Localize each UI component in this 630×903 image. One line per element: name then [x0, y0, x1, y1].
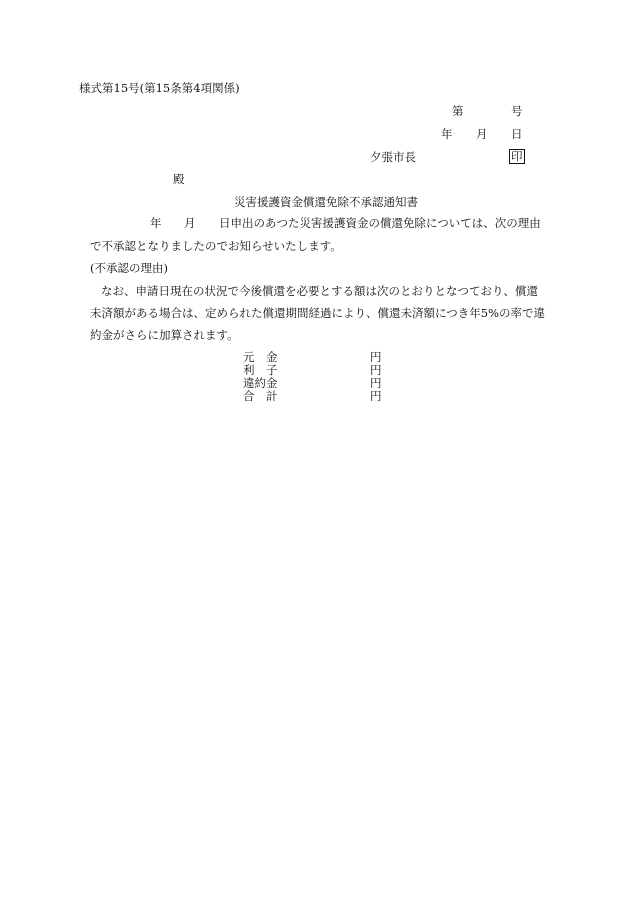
reason-line-1: なお、申請日現在の状況で今後償還を必要とする額は次のとおりとなつており、償還 [101, 284, 538, 298]
addressee-suffix: 殿 [173, 172, 185, 186]
amount-unit-interest: 円 [370, 363, 382, 377]
number-dai: 第 [452, 104, 464, 118]
amount-label-total: 合 計 [243, 389, 278, 403]
form-label: 様式第15号(第15条第4項関係) [79, 81, 240, 95]
reason-line-2: 未済額がある場合は、定められた償還期間経過により、償還未済額につき年5%の率で違 [90, 306, 546, 320]
seal-icon [509, 149, 525, 164]
amount-unit-total: 円 [370, 389, 382, 403]
date-year: 年 [441, 127, 453, 141]
amount-unit-principal: 円 [370, 350, 382, 364]
number-go: 号 [511, 104, 523, 118]
amount-label-penalty: 違約金 [243, 376, 278, 390]
intro-line2: で不承認となりましたのでお知らせいたします。 [90, 239, 342, 253]
seal-mark: 印 [511, 149, 523, 163]
intro-line1: 日申出のあつた災害援護資金の償還免除については、次の理由 [219, 216, 541, 230]
reason-line-3: 約金がさらに加算されます。 [90, 328, 239, 342]
intro-year: 年 [150, 216, 162, 230]
issuer-title: 夕張市長 [370, 150, 416, 164]
reason-heading: (不承認の理由) [90, 261, 168, 275]
date-month: 月 [476, 127, 488, 141]
amount-label-principal: 元 金 [243, 350, 278, 364]
intro-month: 月 [184, 216, 196, 230]
amount-label-interest: 利 子 [243, 363, 278, 377]
date-day: 日 [511, 127, 523, 141]
document-title: 災害援護資金償還免除不承認通知書 [234, 195, 418, 209]
amount-unit-penalty: 円 [370, 376, 382, 390]
